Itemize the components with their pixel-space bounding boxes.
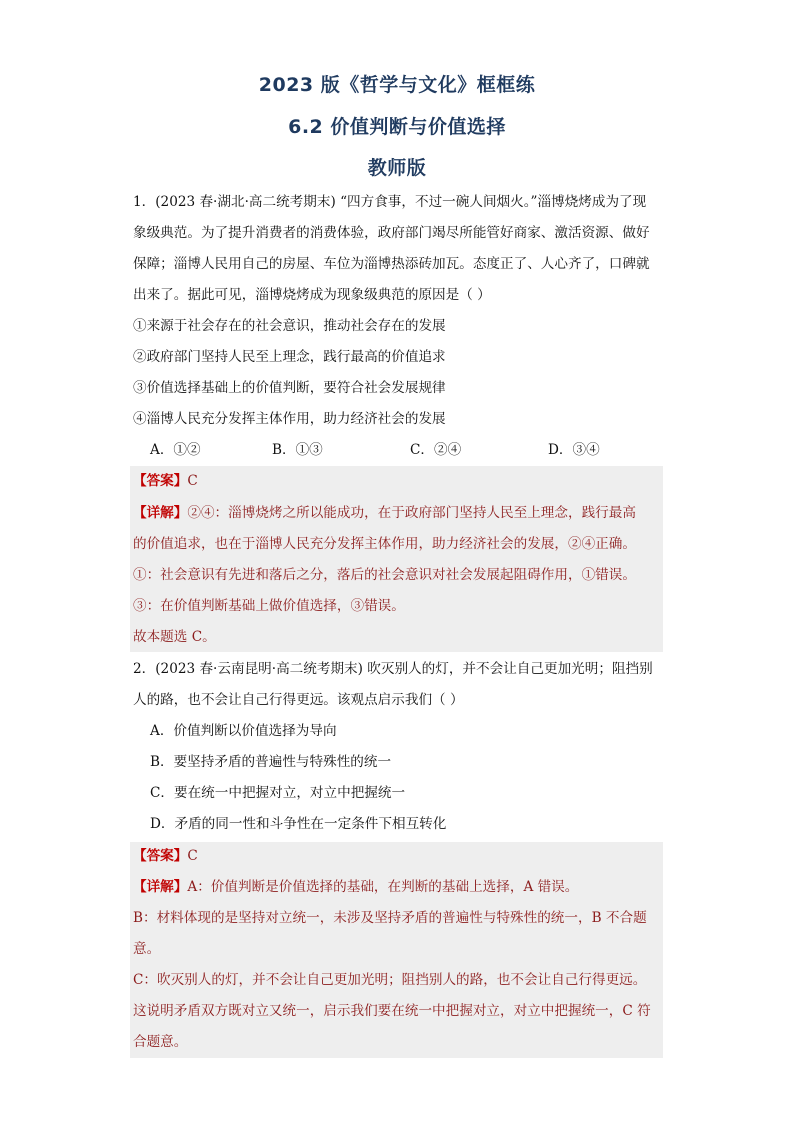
section-title: 6.2 价值判断与价值选择 <box>288 116 506 138</box>
q1-item-1: ①来源于社会存在的社会意识，推动社会存在的发展 <box>133 318 446 334</box>
q1-detail-line-4: ③：在价值判断基础上做价值选择，③错误。 <box>133 598 405 614</box>
detail-text: ②④：淄博烧烤之所以能成功，在于政府部门坚持人民至上理念，践行最高 <box>187 505 636 521</box>
q2-answer <box>133 846 663 866</box>
q2-detail-line-2: B：材料体现的是坚持对立统一，未涉及坚持矛盾的普遍性与特殊性的统一，B 不合题 <box>133 910 647 926</box>
q2-option-b: B．要坚持矛盾的普遍性与特殊性的统一 <box>150 754 392 770</box>
q1-detail-line-1 <box>133 503 663 523</box>
q1-answer <box>133 471 663 491</box>
q1-item-4: ④淄博人民充分发挥主体作用，助力经济社会的发展 <box>133 411 446 427</box>
detail-label: 【详解】 <box>133 505 188 521</box>
q1-item-2: ②政府部门坚持人民至上理念，践行最高的价值追求 <box>133 349 446 365</box>
q1-item-3: ③价值选择基础上的价值判断，要符合社会发展规律 <box>133 380 446 396</box>
q2-detail-line-1 <box>133 877 663 897</box>
q2-option-a: A．价值判断以价值选择为导向 <box>150 723 337 739</box>
q1-option-c: C．②④ <box>410 442 462 458</box>
answer-label: 【答案】 <box>133 473 188 489</box>
detail-label: 【详解】 <box>133 879 188 895</box>
q1-stem-line-4: 出来了。据此可见，淄博烧烤成为现象级典范的原因是（ ） <box>133 287 491 303</box>
q2-option-c: C．要在统一中把握对立，对立中把握统一 <box>150 785 406 801</box>
answer-value: C <box>187 473 198 489</box>
q2-option-d: D．矛盾的同一性和斗争性在一定条件下相互转化 <box>150 816 447 832</box>
detail-text: A：价值判断是价值选择的基础，在判断的基础上选择，A 错误。 <box>187 879 579 895</box>
answer-value: C <box>187 848 198 864</box>
answer-label: 【答案】 <box>133 848 188 864</box>
q2-stem-line-1: 2．(2023 春·云南昆明·高二统考期末) 吹灭别人的灯，并不会让自己更加光明；阻挡别 <box>133 661 653 677</box>
q2-detail-line-3: 意。 <box>133 941 161 957</box>
q1-stem-line-2: 象级典范。为了提升消费者的消费体验，政府部门竭尽所能管好商家、激活资源、做好 <box>133 225 650 241</box>
q1-detail-line-5: 故本题选 C。 <box>133 629 216 645</box>
q1-option-a: A．①② <box>150 442 201 458</box>
q2-detail-line-6: 合题意。 <box>133 1034 188 1050</box>
q1-detail-line-2: 的价值追求，也在于淄博人民充分发挥主体作用，助力经济社会的发展，②④正确。 <box>133 536 636 552</box>
q1-detail-line-3: ①：社会意识有先进和落后之分，落后的社会意识对社会发展起阻碍作用，①错误。 <box>133 567 636 583</box>
q1-option-b: B．①③ <box>272 442 323 458</box>
q2-detail-line-5: 这说明矛盾双方既对立又统一，启示我们要在统一中把握对立，对立中把握统一，C 符 <box>133 1003 651 1019</box>
q2-detail-line-4: C：吹灭别人的灯，并不会让自己更加光明；阻挡别人的路，也不会让自己行得更远。 <box>133 972 647 988</box>
edition-label: 教师版 <box>367 157 427 179</box>
q1-stem-line-3: 保障；淄博人民用自己的房屋、车位为淄博热添砖加瓦。态度正了、人心齐了，口碑就 <box>133 256 650 272</box>
q1-stem-line-1: 1．(2023 春·湖北·高二统考期末) “四方食事，不过一碗人间烟火。”淄博烧烤成为了现 <box>133 194 647 210</box>
q2-stem-line-2: 人的路，也不会让自己行得更远。该观点启示我们（ ） <box>133 692 464 708</box>
document-title: 2023 版《哲学与文化》框框练 <box>258 74 536 96</box>
q1-answer-panel <box>130 466 663 652</box>
q1-option-d: D．③④ <box>548 442 600 458</box>
